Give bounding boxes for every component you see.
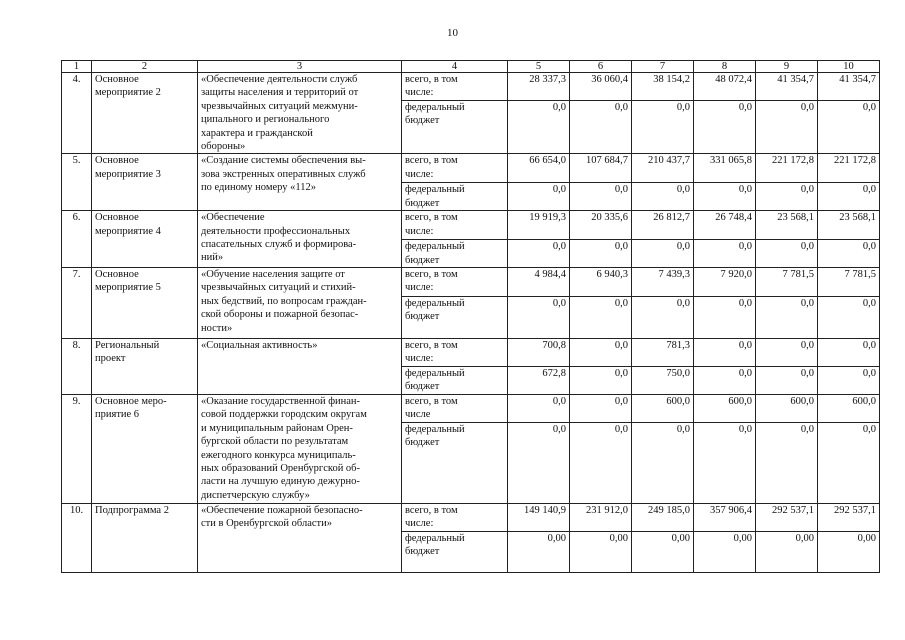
value-cell: 0,0 bbox=[570, 394, 632, 422]
total-label: всего, в том числе: bbox=[402, 503, 508, 531]
table-row bbox=[62, 339, 880, 367]
value-cell: 292 537,1 bbox=[818, 503, 880, 531]
value-cell: 0,0 bbox=[632, 297, 694, 339]
value-cell: 20 335,6 bbox=[570, 211, 632, 240]
row-number: 8. bbox=[62, 339, 92, 395]
column-header: 7 bbox=[632, 61, 694, 73]
value-cell: 357 906,4 bbox=[694, 503, 756, 531]
value-cell: 66 654,0 bbox=[508, 154, 570, 183]
row-number: 9. bbox=[62, 394, 92, 503]
federal-budget-label: федеральный бюджет bbox=[402, 183, 508, 211]
table-row bbox=[62, 154, 880, 183]
total-label: всего, в том числе: bbox=[402, 211, 508, 240]
value-cell: 0,0 bbox=[818, 297, 880, 339]
value-cell: 331 065,8 bbox=[694, 154, 756, 183]
table-row bbox=[62, 73, 880, 101]
row-type: Основное меро- приятие 6 bbox=[92, 394, 198, 503]
column-header: 6 bbox=[570, 61, 632, 73]
value-cell: 0,0 bbox=[756, 240, 818, 268]
value-cell: 0,00 bbox=[632, 531, 694, 572]
federal-budget-label: федеральный бюджет bbox=[402, 240, 508, 268]
column-header: 1 bbox=[62, 61, 92, 73]
row-type: Основное мероприятие 2 bbox=[92, 73, 198, 154]
value-cell: 107 684,7 bbox=[570, 154, 632, 183]
row-title: «Создание системы обеспечения вы- зова экстренных оперативных служб по единому номеру «112» bbox=[198, 154, 402, 211]
value-cell: 0,0 bbox=[818, 240, 880, 268]
value-cell: 210 437,7 bbox=[632, 154, 694, 183]
row-number: 7. bbox=[62, 268, 92, 339]
value-cell: 292 537,1 bbox=[756, 503, 818, 531]
table-row bbox=[62, 503, 880, 531]
row-type: Региональный проект bbox=[92, 339, 198, 395]
value-cell: 0,00 bbox=[508, 531, 570, 572]
federal-budget-label: федеральный бюджет bbox=[402, 422, 508, 503]
value-cell: 23 568,1 bbox=[756, 211, 818, 240]
value-cell: 231 912,0 bbox=[570, 503, 632, 531]
value-cell: 0,0 bbox=[632, 101, 694, 154]
federal-budget-label: федеральный бюджет bbox=[402, 297, 508, 339]
value-cell: 0,0 bbox=[756, 101, 818, 154]
row-type: Основное мероприятие 4 bbox=[92, 211, 198, 268]
total-label: всего, в том числе: bbox=[402, 268, 508, 297]
value-cell: 600,0 bbox=[694, 394, 756, 422]
value-cell: 7 920,0 bbox=[694, 268, 756, 297]
page-number: 10 bbox=[447, 27, 458, 39]
value-cell: 0,0 bbox=[508, 240, 570, 268]
value-cell: 0,0 bbox=[818, 422, 880, 503]
value-cell: 0,00 bbox=[756, 531, 818, 572]
total-label: всего, в том числе: bbox=[402, 73, 508, 101]
row-type: Основное мероприятие 5 bbox=[92, 268, 198, 339]
value-cell: 41 354,7 bbox=[818, 73, 880, 101]
value-cell: 672,8 bbox=[508, 367, 570, 395]
column-header: 9 bbox=[756, 61, 818, 73]
value-cell: 41 354,7 bbox=[756, 73, 818, 101]
row-title: «Обеспечение деятельности служб защиты населения и территорий от чрезвычайных ситуаций межмуни- ципального и регионального характера и гражданской обороны» bbox=[198, 73, 402, 154]
row-number: 4. bbox=[62, 73, 92, 154]
table-row bbox=[62, 211, 880, 240]
row-type: Основное мероприятие 3 bbox=[92, 154, 198, 211]
value-cell: 600,0 bbox=[818, 394, 880, 422]
value-cell: 19 919,3 bbox=[508, 211, 570, 240]
row-type: Подпрограмма 2 bbox=[92, 503, 198, 572]
column-header: 10 bbox=[818, 61, 880, 73]
value-cell: 221 172,8 bbox=[818, 154, 880, 183]
value-cell: 0,0 bbox=[694, 183, 756, 211]
value-cell: 0,0 bbox=[508, 394, 570, 422]
value-cell: 0,00 bbox=[694, 531, 756, 572]
value-cell: 0,0 bbox=[756, 297, 818, 339]
value-cell: 36 060,4 bbox=[570, 73, 632, 101]
total-label: всего, в том числе: bbox=[402, 339, 508, 367]
value-cell: 0,0 bbox=[570, 297, 632, 339]
value-cell: 0,0 bbox=[694, 339, 756, 367]
value-cell: 221 172,8 bbox=[756, 154, 818, 183]
value-cell: 23 568,1 bbox=[818, 211, 880, 240]
value-cell: 249 185,0 bbox=[632, 503, 694, 531]
value-cell: 0,0 bbox=[508, 422, 570, 503]
value-cell: 7 781,5 bbox=[756, 268, 818, 297]
value-cell: 0,0 bbox=[508, 101, 570, 154]
value-cell: 0,00 bbox=[818, 531, 880, 572]
value-cell: 26 748,4 bbox=[694, 211, 756, 240]
column-header: 2 bbox=[92, 61, 198, 73]
value-cell: 149 140,9 bbox=[508, 503, 570, 531]
value-cell: 0,0 bbox=[570, 183, 632, 211]
value-cell: 781,3 bbox=[632, 339, 694, 367]
value-cell: 0,0 bbox=[694, 422, 756, 503]
row-title: «Обеспечение деятельности профессиональных спасательных служб и формирова- ний» bbox=[198, 211, 402, 268]
row-title: «Оказание государственной финан- совой поддержки городским округам и муниципальным районам Орен- бургской области по результатам ежегодного конкурса муниципаль- ных образований Оренбургской об- ласти на лучшую единую дежурно- диспетчерскую службу» bbox=[198, 394, 402, 503]
row-number: 5. bbox=[62, 154, 92, 211]
value-cell: 0,0 bbox=[632, 183, 694, 211]
table-row bbox=[62, 394, 880, 422]
value-cell: 700,8 bbox=[508, 339, 570, 367]
value-cell: 0,0 bbox=[694, 297, 756, 339]
value-cell: 0,0 bbox=[570, 422, 632, 503]
value-cell: 4 984,4 bbox=[508, 268, 570, 297]
value-cell: 0,0 bbox=[756, 422, 818, 503]
value-cell: 0,0 bbox=[570, 101, 632, 154]
value-cell: 0,0 bbox=[570, 367, 632, 395]
row-number: 6. bbox=[62, 211, 92, 268]
value-cell: 26 812,7 bbox=[632, 211, 694, 240]
column-header: 5 bbox=[508, 61, 570, 73]
value-cell: 7 439,3 bbox=[632, 268, 694, 297]
federal-budget-label: федеральный бюджет bbox=[402, 531, 508, 572]
value-cell: 48 072,4 bbox=[694, 73, 756, 101]
total-label: всего, в том числе bbox=[402, 394, 508, 422]
value-cell: 6 940,3 bbox=[570, 268, 632, 297]
value-cell: 0,00 bbox=[570, 531, 632, 572]
value-cell: 600,0 bbox=[632, 394, 694, 422]
federal-budget-label: федеральный бюджет bbox=[402, 367, 508, 395]
column-header: 8 bbox=[694, 61, 756, 73]
value-cell: 0,0 bbox=[818, 339, 880, 367]
value-cell: 0,0 bbox=[570, 339, 632, 367]
value-cell: 0,0 bbox=[694, 240, 756, 268]
value-cell: 0,0 bbox=[756, 339, 818, 367]
row-title: «Обеспечение пожарной безопасно- сти в Оренбургской области» bbox=[198, 503, 402, 572]
value-cell: 0,0 bbox=[570, 240, 632, 268]
row-title: «Социальная активность» bbox=[198, 339, 402, 395]
budget-table bbox=[61, 60, 880, 573]
column-header: 4 bbox=[402, 61, 508, 73]
value-cell: 0,0 bbox=[818, 183, 880, 211]
federal-budget-label: федеральный бюджет bbox=[402, 101, 508, 154]
row-number: 10. bbox=[62, 503, 92, 572]
total-label: всего, в том числе: bbox=[402, 154, 508, 183]
value-cell: 0,0 bbox=[818, 101, 880, 154]
table-row bbox=[62, 268, 880, 297]
value-cell: 0,0 bbox=[818, 367, 880, 395]
value-cell: 28 337,3 bbox=[508, 73, 570, 101]
value-cell: 0,0 bbox=[694, 367, 756, 395]
value-cell: 0,0 bbox=[694, 101, 756, 154]
header-row bbox=[62, 61, 880, 73]
value-cell: 0,0 bbox=[756, 183, 818, 211]
value-cell: 0,0 bbox=[756, 367, 818, 395]
value-cell: 0,0 bbox=[632, 240, 694, 268]
value-cell: 0,0 bbox=[508, 183, 570, 211]
column-header: 3 bbox=[198, 61, 402, 73]
row-title: «Обучение населения защите от чрезвычайных ситуаций и стихий- ных бедствий, по вопросам граждан- ской обороны и пожарной безопас- ности» bbox=[198, 268, 402, 339]
value-cell: 0,0 bbox=[508, 297, 570, 339]
value-cell: 0,0 bbox=[632, 422, 694, 503]
value-cell: 38 154,2 bbox=[632, 73, 694, 101]
value-cell: 600,0 bbox=[756, 394, 818, 422]
value-cell: 7 781,5 bbox=[818, 268, 880, 297]
value-cell: 750,0 bbox=[632, 367, 694, 395]
